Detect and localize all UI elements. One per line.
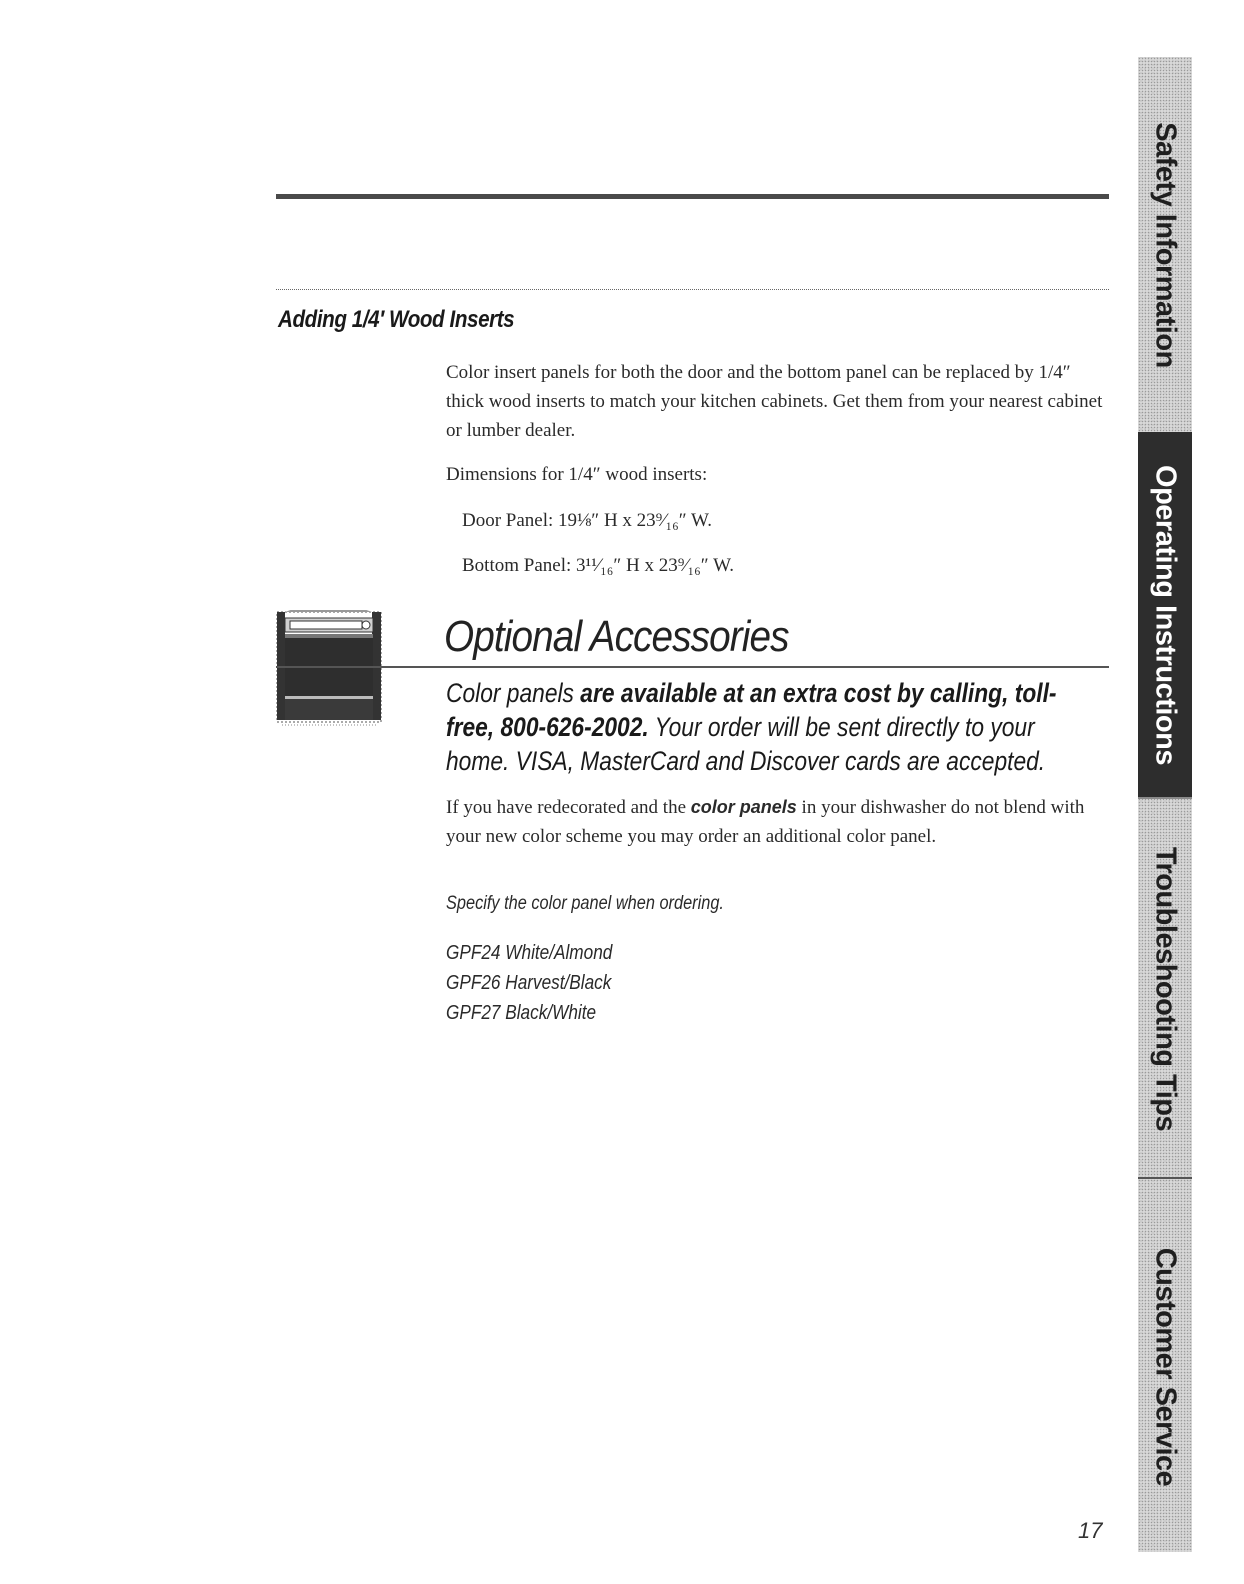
dishwasher-icon (276, 610, 388, 728)
redecorated-text-end: in your dishwasher do not blend with your new color scheme you may order an additional color panel. (446, 797, 1085, 847)
model-item: GPF27 Black/White (446, 1002, 597, 1024)
color-panels-emphasis: color panels (690, 797, 797, 817)
color-panels-callout (446, 676, 1082, 778)
wood-inserts-intro: Color insert panels for both the door and the bottom panel can be replaced by 1/4″ thick wood inserts to match your kitchen cabinets. Get them from your nearest cabinet or lumber dealer. (446, 362, 1103, 441)
tab-label: Troubleshooting Tips (1149, 846, 1182, 1132)
door-panel-dimensions: Door Panel: 19⅛″ H x 23⁹⁄₁₆″ W. (462, 510, 712, 531)
tab-safety-information[interactable] (1138, 57, 1192, 432)
top-divider (276, 194, 1109, 199)
wood-inserts-heading: Adding 1/4′ Wood Inserts (278, 306, 515, 333)
bottom-panel-dimensions: Bottom Panel: 3¹¹⁄₁₆″ H x 23⁹⁄₁₆″ W. (462, 555, 735, 576)
page-number: 17 (1078, 1518, 1103, 1543)
dimensions-label: Dimensions for 1/4″ wood inserts: (446, 464, 708, 485)
specify-note: Specify the color panel when ordering. (446, 893, 724, 914)
section-tabs (1138, 57, 1192, 1552)
section-divider (276, 289, 1109, 290)
callout-phone-info: are available at an extra cost by calling, toll-free, 800-626-2002. (446, 678, 1057, 742)
tab-customer-service[interactable] (1138, 1177, 1192, 1554)
tab-label: Customer Service (1149, 1247, 1182, 1486)
model-item: GPF26 Harvest/Black (446, 972, 612, 994)
tab-label: Safety Information (1149, 121, 1182, 368)
accessories-divider (276, 666, 1109, 668)
tab-troubleshooting-tips[interactable] (1138, 797, 1192, 1179)
tab-operating-instructions[interactable] (1138, 432, 1192, 797)
model-item: GPF24 White/Almond (446, 942, 613, 964)
redecorated-text-start: If you have redecorated and the (446, 797, 691, 818)
callout-delivery: Your order will be sent directly to your home. VISA, MasterCard and Discover cards are accepted. (446, 712, 1046, 776)
callout-lead: Color panels (446, 678, 581, 708)
redecorated-paragraph (446, 793, 1106, 851)
optional-accessories-title: Optional Accessories (444, 612, 789, 661)
color-panel-models (446, 938, 612, 1028)
tab-label: Operating Instructions (1149, 464, 1182, 765)
